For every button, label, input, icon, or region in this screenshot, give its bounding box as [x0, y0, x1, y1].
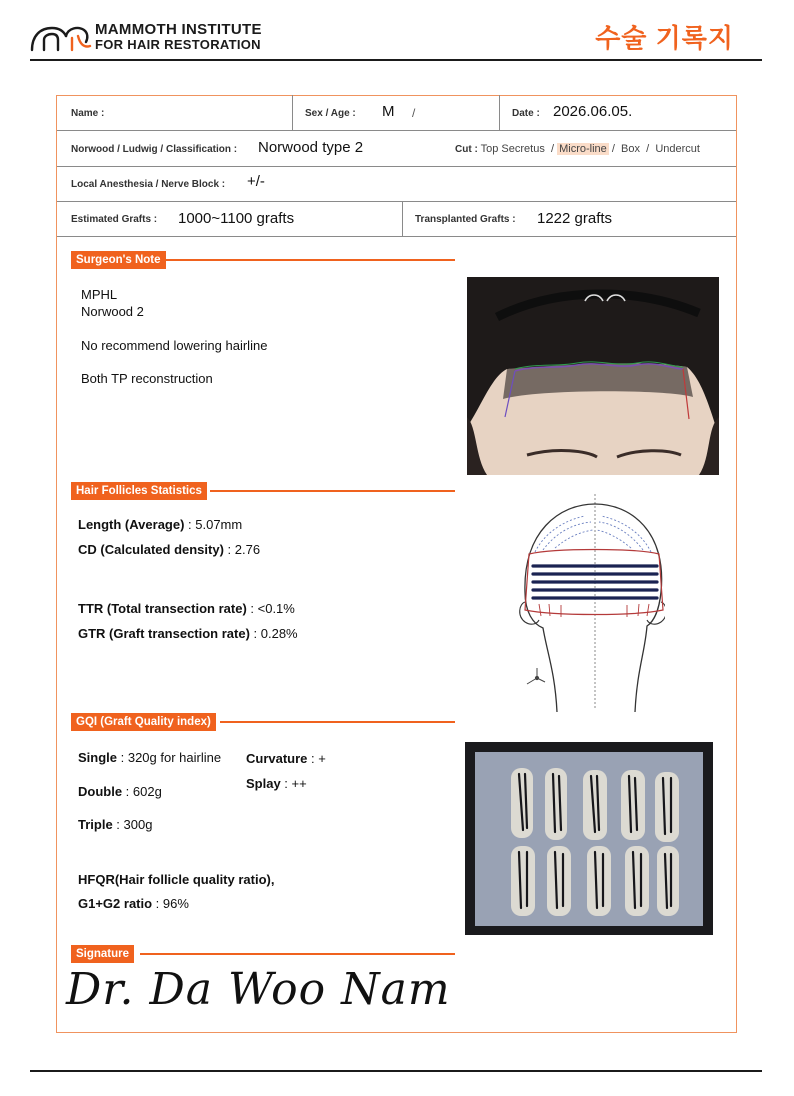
note-line: MPHL [81, 287, 118, 302]
sex-age-label: Sex / Age : [305, 108, 356, 119]
ratio-value: : 96% [152, 896, 189, 911]
curvature-label: Curvature [246, 751, 308, 766]
ttr-label: TTR (Total transection rate) [78, 601, 247, 616]
surgeon-note-heading: Surgeon's Note [71, 251, 166, 269]
cut-option-top-secretus[interactable]: Top Secretus [480, 143, 545, 155]
double-label: Double [78, 784, 123, 799]
double-stat [78, 784, 162, 799]
statistics-heading: Hair Follicles Statistics [71, 482, 207, 500]
note-line: No recommend lowering hairline [81, 338, 268, 353]
donor-area-diagram [515, 492, 665, 712]
density-stat [78, 542, 260, 557]
triple-value: : 300g [112, 817, 153, 832]
ttr-stat [78, 601, 295, 616]
hfqr-text: HFQR(Hair follicle quality ratio), [78, 872, 275, 887]
note-line: Norwood 2 [81, 304, 144, 319]
curvature-stat [246, 751, 326, 766]
single-value: : 320g for hairline [117, 750, 222, 765]
section-rule [220, 721, 455, 723]
document-title: 수술 기록지 [595, 23, 734, 53]
ttr-value: : <0.1% [246, 601, 295, 616]
density-label: CD (Calculated density) [78, 542, 224, 557]
length-stat [78, 517, 242, 532]
density-value: : 2.76 [223, 542, 261, 557]
cut-option-undercut[interactable]: Undercut [655, 143, 700, 155]
signature-heading: Signature [71, 945, 134, 963]
logo-text-line2: FOR HAIR RESTORATION [95, 37, 261, 52]
cut-separator: / [611, 143, 615, 155]
follicle-microscope-photo [465, 742, 713, 935]
age-separator: / [412, 106, 416, 120]
length-label: Length (Average) [78, 517, 185, 532]
cut-option-micro-line[interactable]: Micro-line [559, 143, 607, 155]
logo-text-line1: MAMMOTH INSTITUTE [95, 21, 262, 38]
cut-option-box[interactable]: Box [621, 143, 640, 155]
classification-label: Norwood / Ludwig / Classification : [71, 144, 238, 155]
section-rule [165, 259, 455, 261]
section-rule [210, 490, 455, 492]
cut-options [455, 143, 700, 155]
ratio-stat [78, 896, 189, 911]
date-value[interactable]: 2026.06.05. [553, 103, 633, 120]
curvature-value: : + [307, 751, 326, 766]
name-label: Name : [71, 108, 105, 119]
double-value: : 602g [122, 784, 162, 799]
col-divider [499, 95, 500, 130]
estimated-grafts-value[interactable]: 1000~1100 grafts [178, 210, 295, 227]
splay-label: Splay [246, 776, 281, 791]
anesthesia-value[interactable]: +/- [247, 173, 265, 190]
section-rule [140, 953, 455, 955]
cut-separator: / [646, 143, 650, 155]
row-divider [57, 236, 736, 237]
classification-value[interactable]: Norwood type 2 [258, 139, 364, 156]
col-divider [402, 201, 403, 236]
single-label: Single [78, 750, 118, 765]
triple-stat [78, 817, 152, 832]
splay-stat [246, 776, 307, 791]
row-divider [57, 201, 736, 202]
gtr-label: GTR (Graft transection rate) [78, 626, 250, 641]
hfqr-label [78, 872, 274, 887]
gtr-stat [78, 626, 298, 641]
sex-value[interactable]: M [382, 103, 395, 120]
ratio-label: G1+G2 ratio [78, 896, 153, 911]
hairline-photo [467, 277, 719, 475]
note-line: Both TP reconstruction [81, 371, 213, 386]
estimated-grafts-label: Estimated Grafts : [71, 214, 158, 225]
row-divider [57, 166, 736, 167]
surgeon-signature: Dr. Da Woo Nam [66, 964, 451, 1015]
gqi-heading: GQI (Graft Quality index) [71, 713, 216, 731]
single-stat [78, 750, 221, 765]
transplanted-grafts-label: Transplanted Grafts : [415, 214, 516, 225]
header-divider [30, 59, 762, 61]
row-divider [57, 130, 736, 131]
mammoth-logo-icon [30, 22, 92, 52]
footer-divider [30, 1070, 762, 1072]
cut-separator: / [550, 143, 555, 155]
splay-value: : ++ [280, 776, 307, 791]
date-label: Date : [512, 108, 540, 119]
transplanted-grafts-value[interactable]: 1222 grafts [537, 210, 613, 227]
anesthesia-label: Local Anesthesia / Nerve Block : [71, 179, 226, 190]
triple-label: Triple [78, 817, 113, 832]
length-value: : 5.07mm [184, 517, 243, 532]
col-divider [292, 95, 293, 130]
cut-label: Cut : [455, 144, 478, 155]
gtr-value: : 0.28% [249, 626, 298, 641]
